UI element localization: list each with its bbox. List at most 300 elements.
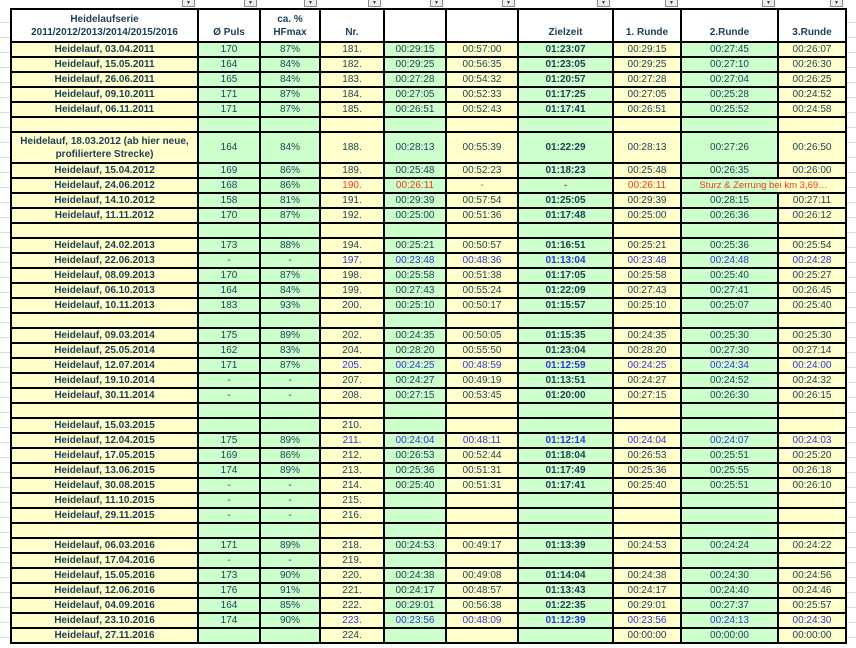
cell-finish-time[interactable]: 01:15:35 xyxy=(519,329,614,344)
cell-pulse[interactable]: 170 xyxy=(199,209,261,224)
cell-lap1[interactable] xyxy=(614,509,682,524)
cell-lap3[interactable] xyxy=(779,404,847,419)
cell-number[interactable]: 216. xyxy=(321,509,385,524)
cell-pulse[interactable]: 168 xyxy=(199,179,261,194)
cell-number[interactable] xyxy=(321,524,385,539)
cell-finish-time[interactable] xyxy=(519,629,614,644)
header-split2[interactable] xyxy=(447,10,519,43)
cell-lap2[interactable]: 00:00:00 xyxy=(682,629,779,644)
cell-split1[interactable] xyxy=(385,224,447,239)
cell-pulse[interactable]: 171 xyxy=(199,539,261,554)
cell-split2[interactable]: 00:52:43 xyxy=(447,103,519,118)
cell-pulse[interactable]: 158 xyxy=(199,194,261,209)
cell-lap1[interactable]: 00:26:11 xyxy=(614,179,682,194)
cell-split1[interactable]: 00:28:13 xyxy=(385,133,447,164)
cell-lap2[interactable]: 00:24:34 xyxy=(682,359,779,374)
cell-lap3[interactable]: 00:24:03 xyxy=(779,434,847,449)
cell-lap1[interactable] xyxy=(614,494,682,509)
cell-split2[interactable]: 00:52:33 xyxy=(447,88,519,103)
cell-split1[interactable]: 00:29:39 xyxy=(385,194,447,209)
cell-lap3[interactable]: 00:24:58 xyxy=(779,103,847,118)
cell-pulse[interactable]: - xyxy=(199,509,261,524)
cell-lap1[interactable]: 00:23:56 xyxy=(614,614,682,629)
cell-lap3[interactable]: 00:26:45 xyxy=(779,284,847,299)
cell-race[interactable]: Heidelauf, 25.05.2014 xyxy=(12,344,199,359)
cell-split1[interactable]: 00:23:48 xyxy=(385,254,447,269)
cell-race[interactable]: Heidelauf, 03.04.2011 xyxy=(12,43,199,58)
filter-dropdown-icon[interactable]: ▼ xyxy=(368,0,381,7)
cell-lap3[interactable]: 00:26:00 xyxy=(779,164,847,179)
cell-pulse[interactable]: - xyxy=(199,479,261,494)
cell-number[interactable]: 198. xyxy=(321,269,385,284)
cell-finish-time[interactable]: 01:15:57 xyxy=(519,299,614,314)
cell-lap2[interactable]: 00:25:51 xyxy=(682,479,779,494)
cell-pulse[interactable]: 164 xyxy=(199,284,261,299)
cell-race[interactable]: Heidelauf, 17.04.2016 xyxy=(12,554,199,569)
cell-hfmax[interactable] xyxy=(261,314,321,329)
cell-hfmax[interactable] xyxy=(261,629,321,644)
cell-lap1[interactable]: 00:29:39 xyxy=(614,194,682,209)
cell-race[interactable]: Heidelauf, 13.06.2015 xyxy=(12,464,199,479)
cell-pulse[interactable]: 174 xyxy=(199,614,261,629)
cell-race[interactable]: Heidelauf, 30.11.2014 xyxy=(12,389,199,404)
cell-race[interactable]: Heidelauf, 08.09.2013 xyxy=(12,269,199,284)
cell-lap1[interactable] xyxy=(614,524,682,539)
cell-pulse[interactable]: - xyxy=(199,254,261,269)
cell-split2[interactable]: 00:48:57 xyxy=(447,584,519,599)
cell-split2[interactable]: 00:57:00 xyxy=(447,43,519,58)
cell-race[interactable]: Heidelauf, 09.03.2014 xyxy=(12,329,199,344)
cell-pulse[interactable]: 171 xyxy=(199,103,261,118)
cell-lap2[interactable]: 00:24:07 xyxy=(682,434,779,449)
cell-split2[interactable] xyxy=(447,118,519,133)
cell-race[interactable] xyxy=(12,404,199,419)
cell-lap1[interactable]: 00:00:00 xyxy=(614,629,682,644)
cell-race[interactable]: Heidelauf, 15.05.2011 xyxy=(12,58,199,73)
cell-lap3[interactable]: 00:26:07 xyxy=(779,43,847,58)
header-split1[interactable] xyxy=(385,10,447,43)
filter-dropdown-icon[interactable]: ▼ xyxy=(830,0,843,7)
cell-finish-time[interactable] xyxy=(519,118,614,133)
cell-number[interactable]: 220. xyxy=(321,569,385,584)
cell-finish-time[interactable]: 01:25:05 xyxy=(519,194,614,209)
cell-race[interactable]: Heidelauf, 10.11.2013 xyxy=(12,299,199,314)
cell-split1[interactable] xyxy=(385,314,447,329)
cell-hfmax[interactable]: 89% xyxy=(261,434,321,449)
cell-lap3[interactable] xyxy=(779,224,847,239)
cell-race[interactable]: Heidelauf, 06.11.2011 xyxy=(12,103,199,118)
cell-lap2[interactable] xyxy=(682,404,779,419)
cell-hfmax[interactable]: 91% xyxy=(261,584,321,599)
cell-lap2[interactable]: 00:25:55 xyxy=(682,464,779,479)
cell-lap1[interactable]: 00:23:48 xyxy=(614,254,682,269)
header-hfmax[interactable]: ca. % HFmax xyxy=(261,10,321,43)
cell-race[interactable]: Heidelauf, 15.05.2016 xyxy=(12,569,199,584)
cell-race[interactable]: Heidelauf, 19.10.2014 xyxy=(12,374,199,389)
cell-lap2[interactable]: 00:24:13 xyxy=(682,614,779,629)
cell-lap2[interactable]: 00:27:30 xyxy=(682,344,779,359)
cell-lap3[interactable]: 00:24:28 xyxy=(779,254,847,269)
cell-pulse[interactable]: 176 xyxy=(199,584,261,599)
cell-split1[interactable]: 00:26:53 xyxy=(385,449,447,464)
cell-split2[interactable] xyxy=(447,554,519,569)
cell-split1[interactable]: 00:27:15 xyxy=(385,389,447,404)
cell-hfmax[interactable] xyxy=(261,118,321,133)
cell-lap1[interactable]: 00:25:48 xyxy=(614,164,682,179)
cell-hfmax[interactable]: 87% xyxy=(261,43,321,58)
cell-lap2[interactable]: 00:27:26 xyxy=(682,133,779,164)
cell-hfmax[interactable]: 84% xyxy=(261,58,321,73)
cell-split2[interactable] xyxy=(447,314,519,329)
cell-race[interactable]: Heidelauf, 24.06.2012 xyxy=(12,179,199,194)
cell-split2[interactable] xyxy=(447,524,519,539)
cell-number[interactable]: 194. xyxy=(321,239,385,254)
cell-number[interactable]: 200. xyxy=(321,299,385,314)
cell-split2[interactable] xyxy=(447,629,519,644)
cell-lap2[interactable]: 00:25:36 xyxy=(682,239,779,254)
cell-lap1[interactable] xyxy=(614,118,682,133)
filter-dropdown-icon[interactable]: ▼ xyxy=(665,0,678,7)
cell-lap3[interactable]: 00:24:00 xyxy=(779,359,847,374)
cell-number[interactable]: 199. xyxy=(321,284,385,299)
cell-split2[interactable]: 00:48:09 xyxy=(447,614,519,629)
cell-race[interactable]: Heidelauf, 15.03.2015 xyxy=(12,419,199,434)
cell-split2[interactable]: 00:50:05 xyxy=(447,329,519,344)
cell-pulse[interactable]: 169 xyxy=(199,164,261,179)
cell-split1[interactable]: 00:26:11 xyxy=(385,179,447,194)
cell-hfmax[interactable]: 87% xyxy=(261,359,321,374)
cell-lap1[interactable]: 00:25:40 xyxy=(614,479,682,494)
cell-pulse[interactable]: 173 xyxy=(199,569,261,584)
cell-finish-time[interactable]: 01:20:00 xyxy=(519,389,614,404)
cell-race[interactable]: Heidelauf, 18.03.2012 (ab hier neue, profiliertere Strecke) xyxy=(12,133,199,164)
cell-split1[interactable]: 00:27:28 xyxy=(385,73,447,88)
cell-lap2[interactable]: 00:25:07 xyxy=(682,299,779,314)
cell-hfmax[interactable] xyxy=(261,404,321,419)
cell-split1[interactable]: 00:24:38 xyxy=(385,569,447,584)
cell-lap3[interactable] xyxy=(779,314,847,329)
cell-split2[interactable]: 00:49:08 xyxy=(447,569,519,584)
cell-lap2[interactable]: 00:24:48 xyxy=(682,254,779,269)
cell-lap3[interactable]: 00:26:25 xyxy=(779,73,847,88)
cell-lap2[interactable]: 00:27:41 xyxy=(682,284,779,299)
cell-number[interactable]: 218. xyxy=(321,539,385,554)
cell-lap2[interactable] xyxy=(682,524,779,539)
cell-race[interactable]: Heidelauf, 24.02.2013 xyxy=(12,239,199,254)
cell-number[interactable]: 184. xyxy=(321,88,385,103)
cell-race[interactable]: Heidelauf, 06.10.2013 xyxy=(12,284,199,299)
cell-lap3[interactable]: 00:26:15 xyxy=(779,389,847,404)
cell-number[interactable]: 214. xyxy=(321,479,385,494)
cell-lap2[interactable] xyxy=(682,509,779,524)
cell-lap3[interactable]: 00:24:32 xyxy=(779,374,847,389)
cell-pulse[interactable] xyxy=(199,314,261,329)
cell-finish-time[interactable] xyxy=(519,509,614,524)
cell-number[interactable]: 183. xyxy=(321,73,385,88)
cell-finish-time[interactable]: 01:17:41 xyxy=(519,479,614,494)
cell-lap1[interactable] xyxy=(614,404,682,419)
cell-pulse[interactable]: 183 xyxy=(199,299,261,314)
cell-hfmax[interactable]: 86% xyxy=(261,449,321,464)
cell-lap3[interactable]: 00:25:40 xyxy=(779,299,847,314)
cell-finish-time[interactable]: 01:16:51 xyxy=(519,239,614,254)
cell-finish-time[interactable]: 01:18:23 xyxy=(519,164,614,179)
cell-split1[interactable]: 00:23:56 xyxy=(385,614,447,629)
cell-number[interactable] xyxy=(321,404,385,419)
header-race-series[interactable] xyxy=(12,10,199,43)
cell-split2[interactable] xyxy=(447,404,519,419)
cell-number[interactable] xyxy=(321,224,385,239)
cell-lap2[interactable]: 00:25:51 xyxy=(682,449,779,464)
cell-split2[interactable]: 00:54:32 xyxy=(447,73,519,88)
cell-lap2[interactable]: 00:24:24 xyxy=(682,539,779,554)
cell-split1[interactable]: 00:24:04 xyxy=(385,434,447,449)
cell-number[interactable]: 185. xyxy=(321,103,385,118)
cell-split1[interactable]: 00:25:36 xyxy=(385,464,447,479)
cell-hfmax[interactable]: 81% xyxy=(261,194,321,209)
cell-split1[interactable]: 00:25:00 xyxy=(385,209,447,224)
cell-finish-time[interactable]: 01:17:05 xyxy=(519,269,614,284)
cell-number[interactable]: 204. xyxy=(321,344,385,359)
cell-pulse[interactable]: 169 xyxy=(199,449,261,464)
cell-finish-time[interactable]: 01:18:04 xyxy=(519,449,614,464)
cell-number[interactable]: 222. xyxy=(321,599,385,614)
cell-split1[interactable]: 00:25:21 xyxy=(385,239,447,254)
cell-split2[interactable]: 00:49:19 xyxy=(447,374,519,389)
cell-lap1[interactable]: 00:25:58 xyxy=(614,269,682,284)
cell-finish-time[interactable]: 01:12:14 xyxy=(519,434,614,449)
cell-split1[interactable]: 00:29:15 xyxy=(385,43,447,58)
filter-dropdown-icon[interactable]: ▼ xyxy=(502,0,515,7)
cell-lap1[interactable]: 00:24:17 xyxy=(614,584,682,599)
cell-pulse[interactable]: - xyxy=(199,554,261,569)
cell-lap1[interactable]: 00:26:53 xyxy=(614,449,682,464)
cell-split2[interactable]: 00:52:23 xyxy=(447,164,519,179)
cell-lap1[interactable]: 00:25:00 xyxy=(614,209,682,224)
cell-lap2[interactable]: 00:25:40 xyxy=(682,269,779,284)
cell-split2[interactable]: 00:51:38 xyxy=(447,269,519,284)
cell-hfmax[interactable] xyxy=(261,419,321,434)
cell-race[interactable]: Heidelauf, 06.03.2016 xyxy=(12,539,199,554)
cell-lap1[interactable]: 00:24:25 xyxy=(614,359,682,374)
cell-lap2[interactable]: 00:25:30 xyxy=(682,329,779,344)
cell-finish-time[interactable]: 01:17:41 xyxy=(519,103,614,118)
cell-pulse[interactable] xyxy=(199,524,261,539)
cell-split2[interactable]: 00:49:17 xyxy=(447,539,519,554)
cell-pulse[interactable] xyxy=(199,224,261,239)
cell-split1[interactable] xyxy=(385,118,447,133)
cell-lap1[interactable] xyxy=(614,554,682,569)
cell-lap2[interactable]: 00:24:52 xyxy=(682,374,779,389)
cell-race[interactable]: Heidelauf, 26.06.2011 xyxy=(12,73,199,88)
cell-split1[interactable]: 00:24:27 xyxy=(385,374,447,389)
cell-race[interactable]: Heidelauf, 30.08.2015 xyxy=(12,479,199,494)
cell-split1[interactable]: 00:24:17 xyxy=(385,584,447,599)
cell-lap2[interactable]: 00:26:30 xyxy=(682,389,779,404)
cell-split1[interactable] xyxy=(385,629,447,644)
cell-lap2[interactable]: 00:24:40 xyxy=(682,584,779,599)
cell-lap1[interactable] xyxy=(614,419,682,434)
cell-lap2[interactable]: 00:28:15 xyxy=(682,194,779,209)
cell-pulse[interactable] xyxy=(199,118,261,133)
cell-hfmax[interactable]: 87% xyxy=(261,269,321,284)
cell-hfmax[interactable]: - xyxy=(261,254,321,269)
cell-lap3[interactable]: 00:24:22 xyxy=(779,539,847,554)
cell-number[interactable]: 223. xyxy=(321,614,385,629)
cell-split1[interactable] xyxy=(385,419,447,434)
cell-lap1[interactable]: 00:24:38 xyxy=(614,569,682,584)
cell-lap3[interactable]: 00:25:57 xyxy=(779,599,847,614)
cell-split2[interactable] xyxy=(447,419,519,434)
cell-race[interactable]: Heidelauf, 09.10.2011 xyxy=(12,88,199,103)
cell-split2[interactable]: 00:48:11 xyxy=(447,434,519,449)
cell-lap2[interactable]: 00:24:30 xyxy=(682,569,779,584)
cell-lap1[interactable]: 00:24:53 xyxy=(614,539,682,554)
cell-hfmax[interactable]: 89% xyxy=(261,464,321,479)
cell-split1[interactable]: 00:24:35 xyxy=(385,329,447,344)
cell-finish-time[interactable]: 01:22:09 xyxy=(519,284,614,299)
cell-hfmax[interactable]: 93% xyxy=(261,299,321,314)
cell-finish-time[interactable] xyxy=(519,419,614,434)
cell-finish-time[interactable]: 01:13:04 xyxy=(519,254,614,269)
cell-lap3[interactable]: 00:24:52 xyxy=(779,88,847,103)
cell-split1[interactable]: 00:25:58 xyxy=(385,269,447,284)
cell-lap3[interactable]: 00:00:00 xyxy=(779,629,847,644)
cell-lap2[interactable] xyxy=(682,314,779,329)
cell-lap1[interactable]: 00:25:10 xyxy=(614,299,682,314)
cell-hfmax[interactable]: 84% xyxy=(261,284,321,299)
cell-race[interactable] xyxy=(12,224,199,239)
cell-lap1[interactable]: 00:24:04 xyxy=(614,434,682,449)
cell-number[interactable] xyxy=(321,314,385,329)
cell-number[interactable]: 208. xyxy=(321,389,385,404)
cell-lap3[interactable] xyxy=(779,494,847,509)
cell-hfmax[interactable]: 87% xyxy=(261,209,321,224)
cell-split1[interactable] xyxy=(385,404,447,419)
cell-hfmax[interactable]: - xyxy=(261,509,321,524)
cell-finish-time[interactable] xyxy=(519,494,614,509)
cell-split1[interactable]: 00:24:25 xyxy=(385,359,447,374)
filter-dropdown-icon[interactable]: ▼ xyxy=(430,0,443,7)
cell-number[interactable]: 190. xyxy=(321,179,385,194)
cell-finish-time[interactable] xyxy=(519,224,614,239)
cell-lap3[interactable]: 00:25:20 xyxy=(779,449,847,464)
cell-split2[interactable]: - xyxy=(447,179,519,194)
cell-split2[interactable]: 00:55:24 xyxy=(447,284,519,299)
cell-lap1[interactable]: 00:28:20 xyxy=(614,344,682,359)
cell-lap2[interactable] xyxy=(682,118,779,133)
cell-split1[interactable]: 00:29:01 xyxy=(385,599,447,614)
cell-lap2[interactable]: 00:25:28 xyxy=(682,88,779,103)
cell-hfmax[interactable]: 85% xyxy=(261,599,321,614)
cell-hfmax[interactable]: - xyxy=(261,494,321,509)
cell-split1[interactable]: 00:26:51 xyxy=(385,103,447,118)
cell-number[interactable]: 210. xyxy=(321,419,385,434)
cell-hfmax[interactable]: - xyxy=(261,554,321,569)
cell-number[interactable]: 188. xyxy=(321,133,385,164)
cell-race[interactable] xyxy=(12,314,199,329)
cell-race[interactable]: Heidelauf, 11.11.2012 xyxy=(12,209,199,224)
cell-finish-time[interactable]: 01:23:05 xyxy=(519,58,614,73)
cell-race[interactable]: Heidelauf, 15.04.2012 xyxy=(12,164,199,179)
cell-number[interactable]: 219. xyxy=(321,554,385,569)
cell-note[interactable]: Sturz & Zerrung bei km 3,69… xyxy=(682,179,847,194)
cell-finish-time[interactable]: 01:12:59 xyxy=(519,359,614,374)
cell-split2[interactable]: 00:56:35 xyxy=(447,58,519,73)
cell-number[interactable]: 192. xyxy=(321,209,385,224)
cell-lap3[interactable] xyxy=(779,118,847,133)
cell-lap3[interactable]: 00:25:54 xyxy=(779,239,847,254)
cell-hfmax[interactable]: 89% xyxy=(261,539,321,554)
cell-split2[interactable]: 00:56:38 xyxy=(447,599,519,614)
cell-lap3[interactable]: 00:24:56 xyxy=(779,569,847,584)
cell-race[interactable] xyxy=(12,118,199,133)
cell-race[interactable]: Heidelauf, 17.05.2015 xyxy=(12,449,199,464)
header-lap2[interactable]: 2.Runde xyxy=(682,10,779,43)
cell-split2[interactable]: 00:48:59 xyxy=(447,359,519,374)
cell-finish-time[interactable]: 01:22:29 xyxy=(519,133,614,164)
cell-hfmax[interactable]: 87% xyxy=(261,88,321,103)
cell-pulse[interactable] xyxy=(199,419,261,434)
cell-hfmax[interactable]: 84% xyxy=(261,73,321,88)
cell-pulse[interactable]: 162 xyxy=(199,344,261,359)
cell-finish-time[interactable] xyxy=(519,404,614,419)
cell-lap2[interactable]: 00:27:37 xyxy=(682,599,779,614)
cell-lap3[interactable] xyxy=(779,419,847,434)
cell-pulse[interactable] xyxy=(199,629,261,644)
cell-race[interactable]: Heidelauf, 27.11.2016 xyxy=(12,629,199,644)
cell-pulse[interactable]: 170 xyxy=(199,269,261,284)
cell-finish-time[interactable] xyxy=(519,314,614,329)
cell-lap1[interactable]: 00:27:15 xyxy=(614,389,682,404)
cell-hfmax[interactable]: 89% xyxy=(261,329,321,344)
cell-split2[interactable] xyxy=(447,509,519,524)
cell-lap3[interactable] xyxy=(779,524,847,539)
cell-split2[interactable]: 00:51:36 xyxy=(447,209,519,224)
cell-hfmax[interactable]: 84% xyxy=(261,133,321,164)
cell-race[interactable]: Heidelauf, 11.10.2015 xyxy=(12,494,199,509)
cell-lap3[interactable]: 00:24:46 xyxy=(779,584,847,599)
cell-number[interactable]: 202. xyxy=(321,329,385,344)
cell-hfmax[interactable] xyxy=(261,224,321,239)
cell-pulse[interactable]: 174 xyxy=(199,464,261,479)
cell-pulse[interactable] xyxy=(199,404,261,419)
filter-dropdown-icon[interactable]: ▼ xyxy=(304,0,317,7)
cell-lap2[interactable]: 00:27:45 xyxy=(682,43,779,58)
cell-split2[interactable]: 00:51:31 xyxy=(447,479,519,494)
cell-pulse[interactable]: - xyxy=(199,374,261,389)
cell-finish-time[interactable] xyxy=(519,524,614,539)
cell-lap1[interactable]: 00:27:05 xyxy=(614,88,682,103)
cell-pulse[interactable]: 175 xyxy=(199,329,261,344)
cell-split2[interactable]: 00:53:45 xyxy=(447,389,519,404)
header-lap1[interactable]: 1. Runde xyxy=(614,10,682,43)
cell-number[interactable]: 181. xyxy=(321,43,385,58)
cell-race[interactable]: Heidelauf, 04.09.2016 xyxy=(12,599,199,614)
cell-lap1[interactable] xyxy=(614,224,682,239)
cell-hfmax[interactable]: 83% xyxy=(261,344,321,359)
cell-split1[interactable]: 00:27:05 xyxy=(385,88,447,103)
cell-lap3[interactable] xyxy=(779,509,847,524)
cell-pulse[interactable]: - xyxy=(199,494,261,509)
cell-lap2[interactable] xyxy=(682,419,779,434)
cell-finish-time[interactable]: 01:23:07 xyxy=(519,43,614,58)
cell-number[interactable]: 215. xyxy=(321,494,385,509)
cell-lap1[interactable]: 00:29:15 xyxy=(614,43,682,58)
cell-pulse[interactable]: 164 xyxy=(199,133,261,164)
cell-finish-time[interactable]: 01:17:25 xyxy=(519,88,614,103)
cell-lap3[interactable]: 00:27:14 xyxy=(779,344,847,359)
